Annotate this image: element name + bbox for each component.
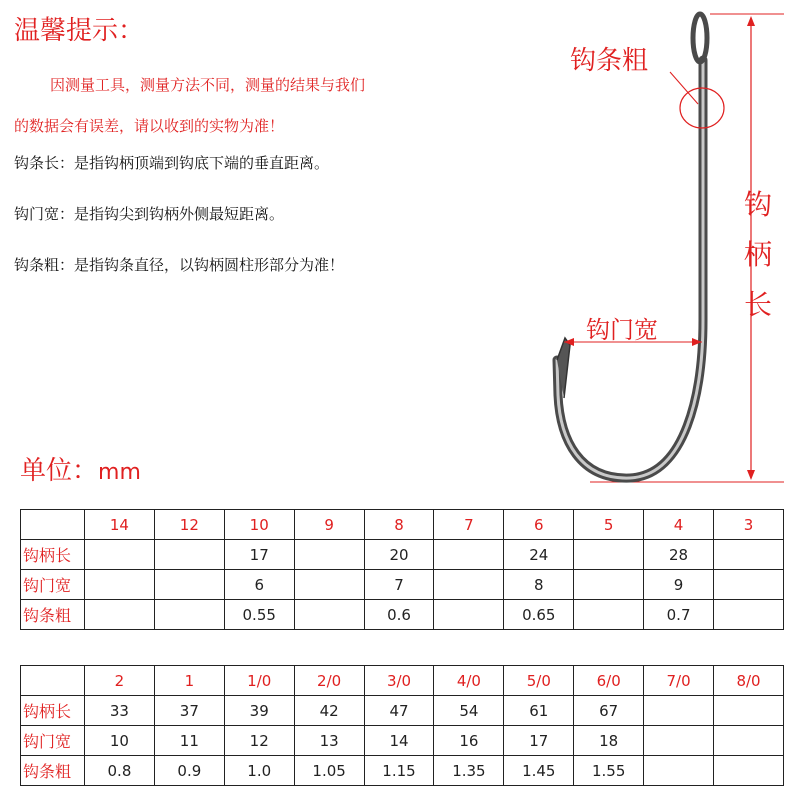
spec-table-large-sizes	[20, 665, 784, 786]
table2-row-label: 钩条粗	[21, 756, 85, 786]
table1-row	[21, 600, 784, 630]
unit-label-text: 单位：	[20, 456, 99, 486]
definition-gap-width: 钩门宽：是指钩尖到钩柄外侧最短距离。	[14, 205, 285, 223]
definition-wire-thickness: 钩条粗：是指钩条直径，以钩柄圆柱形部分为准！	[14, 256, 345, 274]
table2-size-4: 3/0	[364, 666, 434, 696]
table1-cell	[714, 600, 784, 630]
table2-cell: 11	[154, 726, 224, 756]
table2-cell: 47	[364, 696, 434, 726]
table2-row-label: 钩门宽	[21, 726, 85, 756]
table1-cell	[154, 570, 224, 600]
table1-row-label: 钩柄长	[21, 540, 85, 570]
table1-cell	[434, 570, 504, 600]
table2-cell: 1.15	[364, 756, 434, 786]
table2-cell	[644, 756, 714, 786]
table2-size-6: 5/0	[504, 666, 574, 696]
table2-corner-cell	[21, 666, 85, 696]
table2-size-7: 6/0	[574, 666, 644, 696]
table1-cell: 8	[504, 570, 574, 600]
table2-cell: 42	[294, 696, 364, 726]
spec-table-small-sizes	[20, 509, 784, 630]
table1-cell: 0.7	[644, 600, 714, 630]
table1-cell	[154, 600, 224, 630]
table1-cell: 7	[364, 570, 434, 600]
table1-cell: 0.6	[364, 600, 434, 630]
notice-line-2: 的数据会有误差，请以收到的实物为准！	[14, 117, 285, 135]
table2-cell: 1.55	[574, 756, 644, 786]
table1-cell	[294, 600, 364, 630]
table2-cell	[714, 726, 784, 756]
hook-shape	[557, 14, 707, 478]
table1-cell	[434, 600, 504, 630]
label-shank-length-char-1: 钩	[743, 188, 772, 221]
table1-size-2: 10	[224, 510, 294, 540]
table2-cell	[714, 756, 784, 786]
table2-size-5: 4/0	[434, 666, 504, 696]
table2-cell: 0.8	[85, 756, 155, 786]
table2-cell: 10	[85, 726, 155, 756]
table2-cell: 17	[504, 726, 574, 756]
table2-cell: 54	[434, 696, 504, 726]
table1-cell	[434, 540, 504, 570]
label-shank-length	[738, 180, 778, 330]
table2-header-row	[21, 666, 784, 696]
table2-cell	[714, 696, 784, 726]
table2-cell: 1.35	[434, 756, 504, 786]
table2-cell	[644, 726, 714, 756]
table2-size-0: 2	[85, 666, 155, 696]
table1-size-8: 4	[644, 510, 714, 540]
table2-row	[21, 696, 784, 726]
table1-cell: 9	[644, 570, 714, 600]
table1-size-5: 7	[434, 510, 504, 540]
table2-cell: 13	[294, 726, 364, 756]
table2-size-1: 1	[154, 666, 224, 696]
table2-cell: 18	[574, 726, 644, 756]
table1-cell	[714, 540, 784, 570]
table1-size-7: 5	[574, 510, 644, 540]
label-shank-length-char-2: 柄	[743, 238, 772, 271]
table1-size-9: 3	[714, 510, 784, 540]
table1-cell	[85, 540, 155, 570]
table2-cell	[644, 696, 714, 726]
notice-line-1: 因测量工具，测量方法不同，测量的结果与我们	[50, 76, 366, 94]
table1-cell	[294, 540, 364, 570]
table1-cell: 6	[224, 570, 294, 600]
table1-cell	[85, 570, 155, 600]
table2-size-3: 2/0	[294, 666, 364, 696]
table1-cell	[154, 540, 224, 570]
table2-row	[21, 756, 784, 786]
table2-size-9: 8/0	[714, 666, 784, 696]
table1-cell	[574, 570, 644, 600]
unit-label	[20, 450, 141, 487]
table1-cell: 0.55	[224, 600, 294, 630]
table1-cell: 24	[504, 540, 574, 570]
table1-size-3: 9	[294, 510, 364, 540]
table1-cell: 0.65	[504, 600, 574, 630]
table1-corner-cell	[21, 510, 85, 540]
table1-cell	[714, 570, 784, 600]
table1-cell	[574, 600, 644, 630]
label-shank-length-char-3: 长	[743, 288, 772, 321]
label-wire-thickness: 钩条粗	[570, 46, 649, 76]
table1-size-6: 6	[504, 510, 574, 540]
table2-row	[21, 726, 784, 756]
table1-size-4: 8	[364, 510, 434, 540]
unit-value: mm	[98, 460, 141, 485]
table2-cell: 39	[224, 696, 294, 726]
table2-cell: 12	[224, 726, 294, 756]
table1-size-0: 14	[85, 510, 155, 540]
table1-cell: 20	[364, 540, 434, 570]
label-gap-width: 钩门宽	[586, 316, 658, 344]
table2-row-label: 钩柄长	[21, 696, 85, 726]
table2-size-8: 7/0	[644, 666, 714, 696]
table1-cell	[294, 570, 364, 600]
table1-size-1: 12	[154, 510, 224, 540]
table2-cell: 1.45	[504, 756, 574, 786]
table1-header-row	[21, 510, 784, 540]
table2-cell: 1.0	[224, 756, 294, 786]
definition-shank-length: 钩条长：是指钩柄顶端到钩底下端的垂直距离。	[14, 154, 330, 172]
notice-title: 温馨提示：	[14, 16, 145, 46]
table1-cell	[574, 540, 644, 570]
table1-cell	[85, 600, 155, 630]
table2-cell: 0.9	[154, 756, 224, 786]
table1-row	[21, 540, 784, 570]
table2-cell: 14	[364, 726, 434, 756]
table2-cell: 33	[85, 696, 155, 726]
table2-cell: 16	[434, 726, 504, 756]
table1-cell: 17	[224, 540, 294, 570]
table1-cell: 28	[644, 540, 714, 570]
table1-row-label: 钩条粗	[21, 600, 85, 630]
table2-cell: 37	[154, 696, 224, 726]
table2-cell: 67	[574, 696, 644, 726]
table2-cell: 1.05	[294, 756, 364, 786]
table2-size-2: 1/0	[224, 666, 294, 696]
table1-row	[21, 570, 784, 600]
table2-cell: 61	[504, 696, 574, 726]
table1-row-label: 钩门宽	[21, 570, 85, 600]
